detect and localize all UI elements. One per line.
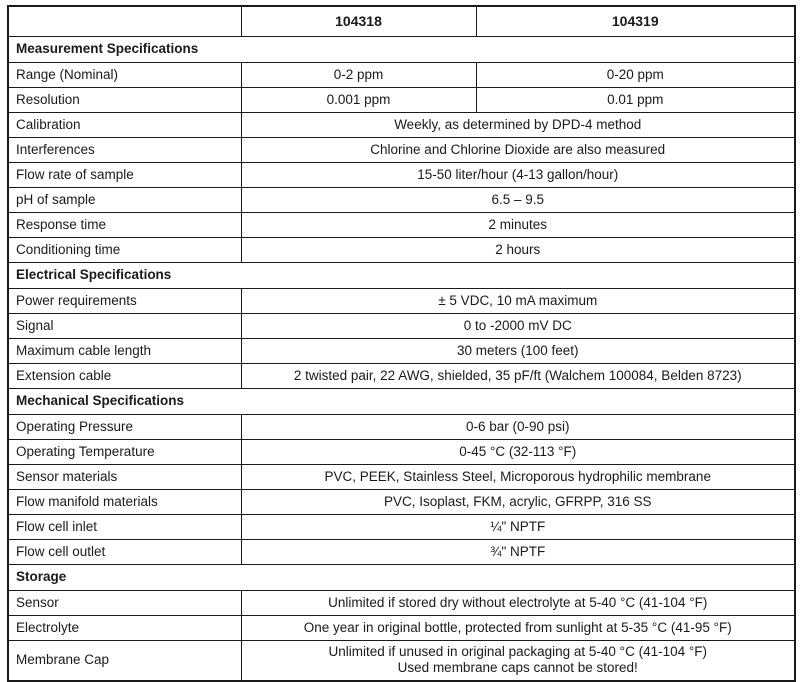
row-label: Interferences	[8, 138, 241, 163]
row-value: Unlimited if stored dry without electrolyte at 5-40 °C (41-104 °F)	[241, 591, 795, 616]
row-value: 0-6 bar (0-90 psi)	[241, 415, 795, 440]
table-header-row	[8, 6, 795, 37]
table-row	[8, 616, 795, 641]
row-label: Extension cable	[8, 364, 241, 389]
row-label: Calibration	[8, 113, 241, 138]
section-heading: Measurement Specifications	[8, 37, 795, 63]
row-label: Maximum cable length	[8, 339, 241, 364]
row-label: Flow rate of sample	[8, 163, 241, 188]
row-label: Operating Temperature	[8, 440, 241, 465]
row-label: Operating Pressure	[8, 415, 241, 440]
row-label: Range (Nominal)	[8, 63, 241, 88]
row-value: ¾" NPTF	[241, 540, 795, 565]
row-value: ¼" NPTF	[241, 515, 795, 540]
section-heading: Storage	[8, 565, 795, 591]
row-value: Chlorine and Chlorine Dioxide are also measured	[241, 138, 795, 163]
row-label: Flow cell inlet	[8, 515, 241, 540]
table-row	[8, 339, 795, 364]
row-value: 0.01 ppm	[476, 88, 795, 113]
row-value: 2 minutes	[241, 213, 795, 238]
row-value: ± 5 VDC, 10 mA maximum	[241, 289, 795, 314]
table-row	[8, 238, 795, 263]
row-value: 15-50 liter/hour (4-13 gallon/hour)	[241, 163, 795, 188]
section-heading: Electrical Specifications	[8, 263, 795, 289]
row-label: Signal	[8, 314, 241, 339]
table-row	[8, 641, 795, 681]
row-value: 2 twisted pair, 22 AWG, shielded, 35 pF/ft (Walchem 100084, Belden 8723)	[241, 364, 795, 389]
row-value-line-2: Used membrane caps cannot be stored!	[397, 659, 638, 675]
row-label: Conditioning time	[8, 238, 241, 263]
row-value: 0-2 ppm	[241, 63, 476, 88]
table-row	[8, 188, 795, 213]
specifications-table	[7, 5, 796, 682]
row-value-multiline	[241, 641, 795, 681]
table-row	[8, 63, 795, 88]
row-value-line-1: Unlimited if unused in original packaging at 5-40 °C (41-104 °F)	[328, 644, 707, 659]
table-row	[8, 113, 795, 138]
column-header-part-number: 104318	[241, 6, 476, 37]
table-row	[8, 540, 795, 565]
row-label: Flow cell outlet	[8, 540, 241, 565]
row-value: One year in original bottle, protected from sunlight at 5-35 °C (41-95 °F)	[241, 616, 795, 641]
row-value: 2 hours	[241, 238, 795, 263]
row-label: Sensor materials	[8, 465, 241, 490]
section-heading-row	[8, 263, 795, 289]
table-row	[8, 591, 795, 616]
table-row	[8, 213, 795, 238]
row-label: Power requirements	[8, 289, 241, 314]
row-value: 6.5 – 9.5	[241, 188, 795, 213]
row-label: Electrolyte	[8, 616, 241, 641]
row-value: 0 to -2000 mV DC	[241, 314, 795, 339]
row-label: pH of sample	[8, 188, 241, 213]
row-label: Sensor	[8, 591, 241, 616]
row-label: Resolution	[8, 88, 241, 113]
table-row	[8, 515, 795, 540]
table-row	[8, 364, 795, 389]
section-heading-row	[8, 389, 795, 415]
row-value: PVC, Isoplast, FKM, acrylic, GFRPP, 316 SS	[241, 490, 795, 515]
table-row	[8, 490, 795, 515]
section-heading-row	[8, 565, 795, 591]
row-label: Membrane Cap	[8, 641, 241, 681]
row-value: Weekly, as determined by DPD-4 method	[241, 113, 795, 138]
column-header-part-number: 104319	[476, 6, 795, 37]
table-row	[8, 440, 795, 465]
section-heading: Mechanical Specifications	[8, 389, 795, 415]
row-value: 0.001 ppm	[241, 88, 476, 113]
row-value: PVC, PEEK, Stainless Steel, Microporous hydrophilic membrane	[241, 465, 795, 490]
row-value: 0-20 ppm	[476, 63, 795, 88]
section-heading-row	[8, 37, 795, 63]
table-row	[8, 415, 795, 440]
table-row	[8, 88, 795, 113]
row-value: 30 meters (100 feet)	[241, 339, 795, 364]
table-row	[8, 163, 795, 188]
table-row	[8, 465, 795, 490]
table-row	[8, 314, 795, 339]
table-row	[8, 138, 795, 163]
table-row	[8, 289, 795, 314]
row-label: Flow manifold materials	[8, 490, 241, 515]
row-label: Response time	[8, 213, 241, 238]
header-corner-cell	[8, 6, 241, 37]
row-value: 0-45 °C (32-113 °F)	[241, 440, 795, 465]
